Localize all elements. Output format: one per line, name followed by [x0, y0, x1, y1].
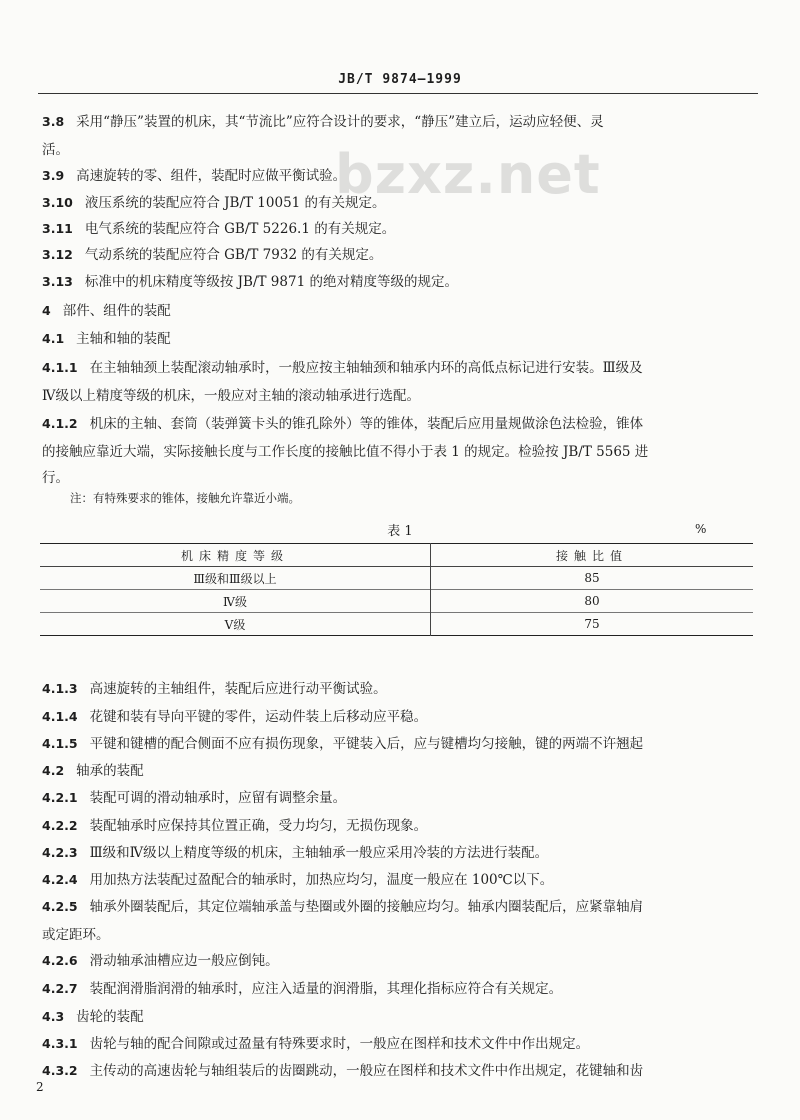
- paragraph-line: [42, 166, 742, 186]
- clause-text: 或定距环。: [42, 927, 110, 943]
- clause-number: 4.2.7: [42, 981, 78, 996]
- clause-text: 液压系统的装配应符合 JB/T 10051 的有关规定。: [84, 195, 386, 211]
- ratio-cell: 80: [431, 590, 754, 613]
- ratio-cell: 85: [584, 571, 600, 585]
- clause-text: 齿轮与轴的配合间隙或过盈量有特殊要求时，一般应在图样和技术文件中作出规定。: [89, 1036, 590, 1052]
- table-title: 表 1: [387, 524, 413, 539]
- clause-number: 3.12: [42, 247, 73, 262]
- paragraph-line: [42, 272, 742, 292]
- clause-number: 4.1.2: [42, 416, 78, 431]
- clause-number: 3.10: [42, 195, 73, 210]
- clause-text: Ⅲ级和Ⅳ级以上精度等级的机床，主轴轴承一般应采用冷装的方法进行装配。: [89, 845, 549, 861]
- standard-number-header: JB/T 9874—1999: [338, 72, 462, 87]
- clause-text: 装配轴承时应保持其位置正确，受力均匀，无损伤现象。: [89, 818, 428, 834]
- clause-text: 气动系统的装配应符合 GB/T 7932 的有关规定。: [84, 247, 383, 263]
- clause-text: 主轴和轴的装配: [76, 331, 171, 347]
- footer-mark: 2: [36, 1080, 44, 1094]
- paragraph-line: [42, 679, 742, 699]
- clause-number: 4.1.1: [42, 360, 78, 375]
- clause-text: 电气系统的装配应符合 GB/T 5226.1 的有关规定。: [84, 221, 396, 237]
- table-row: [40, 567, 753, 590]
- clause-number: 3.9: [42, 168, 65, 183]
- clause-text: 采用“静压”装置的机床，其“节流比”应符合设计的要求，“静压”建立后，运动应轻便、灵: [76, 114, 604, 130]
- paragraph-line: [42, 301, 742, 321]
- clause-number: 4.3: [42, 1009, 65, 1024]
- header-contact-ratio: 接触比值: [431, 544, 754, 567]
- clause-text: 齿轮的装配: [76, 1009, 144, 1025]
- clause-text: 轴承的装配: [76, 763, 144, 779]
- table-header-row: [40, 544, 753, 567]
- table-unit: %: [695, 522, 707, 536]
- paragraph-line: [42, 329, 742, 349]
- paragraph-line: [42, 193, 742, 213]
- paragraph-line: [42, 979, 742, 999]
- paragraph-line: [42, 1061, 742, 1081]
- paragraph-line: [42, 761, 742, 781]
- ratio-cell: 75: [431, 613, 754, 636]
- paragraph-line: [42, 897, 742, 917]
- clause-text: 部件、组件的装配: [62, 303, 171, 319]
- clause-number: 4.1.5: [42, 736, 78, 751]
- paragraph-line: [42, 870, 742, 890]
- paragraph-line: [42, 442, 742, 462]
- clause-number: 3.13: [42, 274, 73, 289]
- clause-number: 3.8: [42, 114, 65, 129]
- header-rule: [38, 93, 758, 94]
- header-precision-grade: 机床精度等级: [40, 544, 431, 567]
- clause-number: 4.2.5: [42, 899, 78, 914]
- clause-text: 滑动轴承油槽应边一般应倒钝。: [89, 953, 279, 969]
- clause-text: 主传动的高速齿轮与轴组装后的齿圈跳动，一般应在图样和技术文件中作出规定，花键轴和齿: [89, 1063, 644, 1079]
- paragraph-line: [42, 951, 742, 971]
- clause-text: 平键和键槽的配合侧面不应有损伤现象，平键装入后，应与键槽均匀接触，键的两端不许翘起: [89, 736, 644, 752]
- clause-number: 4.2.1: [42, 790, 78, 805]
- table-row: [40, 613, 753, 636]
- paragraph-line: [42, 843, 742, 863]
- clause-text: 装配润滑脂润滑的轴承时，应注入适量的润滑脂，其理化指标应符合有关规定。: [89, 981, 563, 997]
- clause-number: 4.3.1: [42, 1036, 78, 1051]
- clause-text: 装配可调的滑动轴承时，应留有调整余量。: [89, 790, 347, 806]
- paragraph-line: [42, 1034, 742, 1054]
- clause-text: 用加热方法装配过盈配合的轴承时，加热应均匀，温度一般应在 100℃以下。: [89, 872, 554, 888]
- clause-number: 4.3.2: [42, 1063, 78, 1078]
- clause-number: 4.2.4: [42, 872, 78, 887]
- paragraph-line: [42, 707, 742, 727]
- grade-cell: Ⅴ级: [40, 613, 431, 636]
- clause-text: 机床的主轴、套筒（装弹簧卡头的锥孔除外）等的锥体，装配后应用量规做涂色法检验，锥体: [89, 416, 644, 432]
- clause-text: 高速旋转的主轴组件，装配后应进行动平衡试验。: [89, 681, 387, 697]
- watermark: bzxz.net: [335, 143, 601, 206]
- clause-text: 标准中的机床精度等级按 JB/T 9871 的绝对精度等级的规定。: [84, 274, 458, 290]
- grade-cell: Ⅳ级: [40, 590, 431, 613]
- clause-number: 4.2.2: [42, 818, 78, 833]
- clause-text: 高速旋转的零、组件，装配时应做平衡试验。: [76, 168, 347, 184]
- clause-number: 4.2.6: [42, 953, 78, 968]
- paragraph-line: [42, 734, 742, 754]
- paragraph-line: [42, 468, 742, 488]
- paragraph-line: [42, 788, 742, 808]
- clause-text: 花键和装有导向平键的零件，运动件装上后移动应平稳。: [89, 709, 428, 725]
- table-row: [40, 590, 753, 613]
- paragraph-line: [42, 414, 742, 434]
- paragraph-line: [42, 219, 742, 239]
- grade-cell: Ⅲ级和Ⅲ级以上: [40, 567, 431, 590]
- clause-number: 4.1: [42, 331, 65, 346]
- clause-number: 4: [42, 303, 51, 318]
- clause-text: 活。: [42, 142, 69, 158]
- clause-text: 轴承外圈装配后，其定位端轴承盖与垫圈或外圈的接触应均匀。轴承内圈装配后，应紧靠轴肩: [89, 899, 644, 915]
- clause-text: 行。: [42, 470, 69, 486]
- clause-text: Ⅳ级以上精度等级的机床，一般应对主轴的滚动轴承进行选配。: [42, 388, 420, 404]
- clause-number: 4.1.3: [42, 681, 78, 696]
- clause-number: 4.2.3: [42, 845, 78, 860]
- paragraph-line: [42, 1007, 742, 1027]
- contact-ratio-table: [40, 543, 753, 636]
- paragraph-line: [42, 112, 742, 132]
- paragraph-line: [42, 816, 742, 836]
- paragraph-line: [42, 386, 742, 406]
- clause-text: 在主轴轴颈上装配滚动轴承时，一般应按主轴轴颈和轴承内环的高低点标记进行安装。Ⅲ级及: [89, 360, 643, 376]
- clause-number: 3.11: [42, 221, 73, 236]
- clause-number: 4.2: [42, 763, 65, 778]
- clause-number: 4.1.4: [42, 709, 78, 724]
- paragraph-line: [42, 245, 742, 265]
- clause-text: 的接触应靠近大端，实际接触长度与工作长度的接触比值不得小于表 1 的规定。检验按 JB/T 5565 进: [42, 444, 649, 460]
- paragraph-line: [42, 358, 742, 378]
- table-note: 注：有特殊要求的锥体，接触允许靠近小端。: [70, 491, 300, 505]
- paragraph-line: [42, 140, 742, 160]
- paragraph-line: [42, 925, 742, 945]
